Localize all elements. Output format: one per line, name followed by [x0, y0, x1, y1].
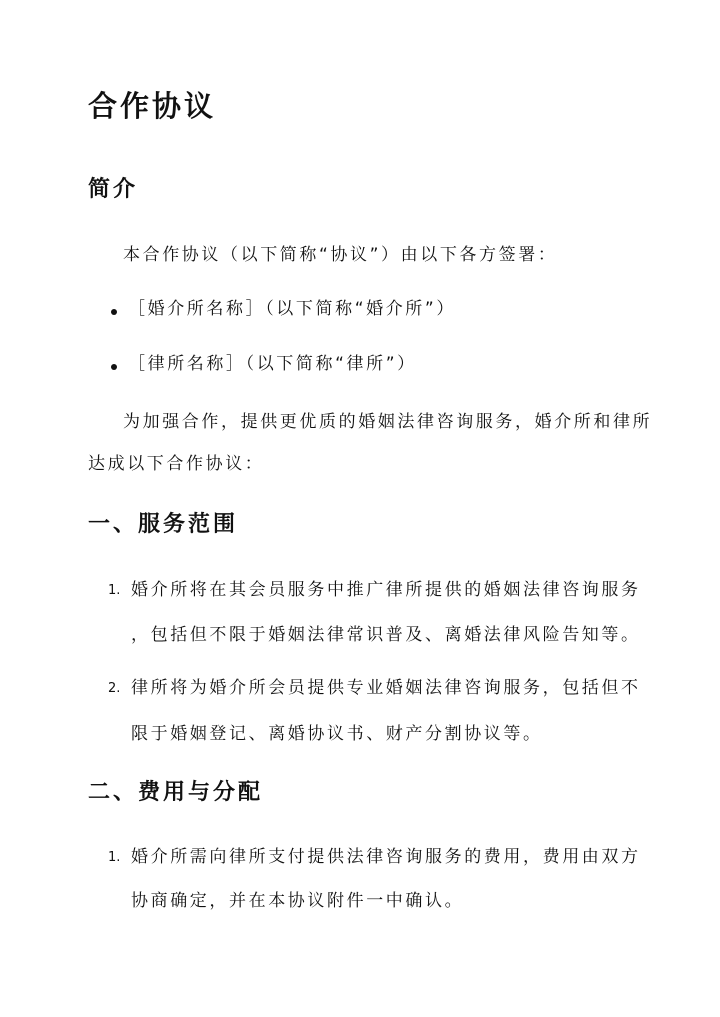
purpose-paragraph-line-2: 达成以下合作协议：: [88, 454, 265, 474]
section-heading-service-scope: 一、服务范围: [88, 512, 239, 537]
list-item-line: 律所将为婚介所会员提供专业婚姻法律咨询服务，包括但不: [131, 678, 641, 698]
intro-heading: 简介: [88, 177, 139, 202]
list-number: 1.: [108, 583, 121, 598]
list-number: 2.: [108, 681, 121, 696]
list-item-line: 协商确定，并在本协议附件一中确认。: [131, 891, 465, 911]
list-item-line: 婚介所需向律所支付提供法律咨询服务的费用，费用由双方: [131, 847, 641, 867]
document-title: 合作协议: [88, 89, 217, 123]
party-name: ［婚介所名称］（以下简称“婚介所”）: [128, 299, 456, 319]
bullet-icon: [111, 364, 117, 370]
list-number: 1.: [108, 850, 121, 865]
bullet-icon: [111, 309, 117, 315]
section-heading-fees: 二、费用与分配: [88, 780, 264, 805]
list-item-line: 限于婚姻登记、离婚协议书、财产分割协议等。: [131, 724, 543, 744]
intro-lead-paragraph: 本合作协议（以下简称“协议”）由以下各方签署：: [123, 245, 558, 265]
party-name: ［律所名称］（以下简称“律所”）: [128, 354, 417, 374]
list-item-line: 婚介所将在其会员服务中推广律所提供的婚姻法律咨询服务: [131, 580, 641, 600]
purpose-paragraph-line-1: 为加强合作，提供更优质的婚姻法律咨询服务，婚介所和律所: [123, 412, 653, 432]
list-item-line: ，包括但不限于婚姻法律常识普及、离婚法律风险告知等。: [131, 625, 641, 645]
